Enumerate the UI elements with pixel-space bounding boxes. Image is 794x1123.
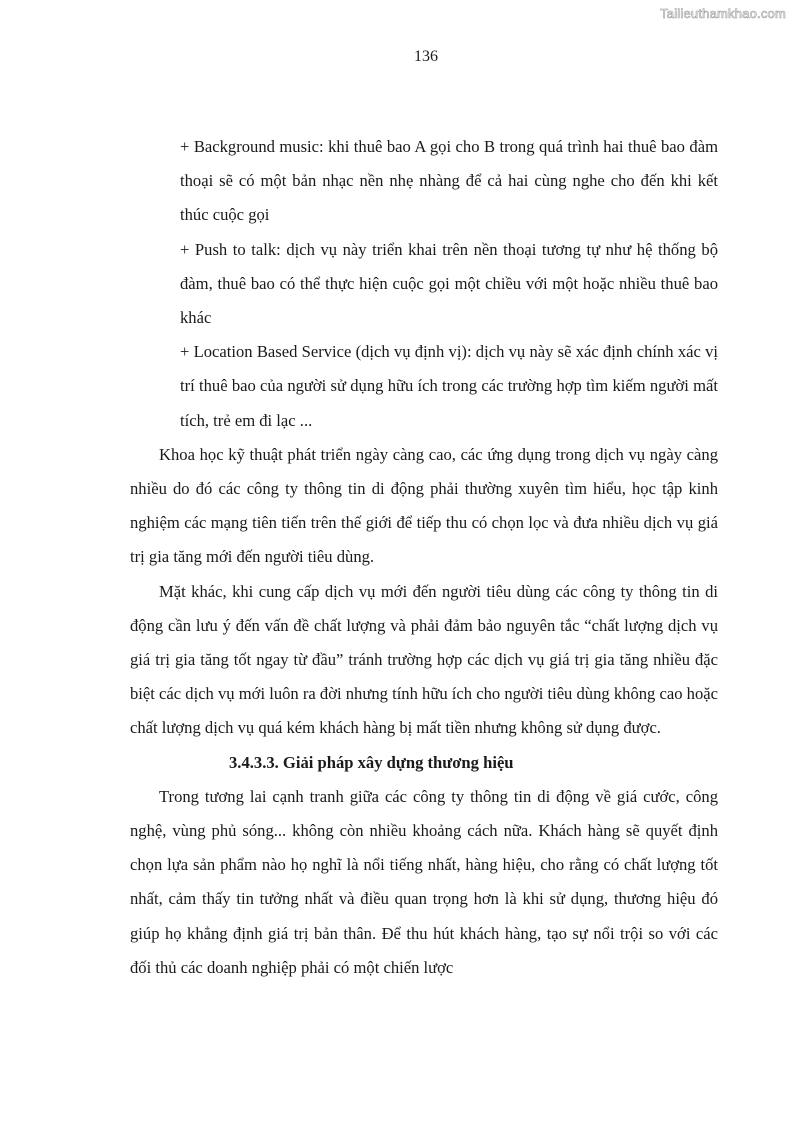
section-heading: 3.4.3.3. Giải pháp xây dựng thương hiệu xyxy=(229,752,514,772)
paragraph-branding: Trong tương lai cạnh tranh giữa các công ty thông tin di động về giá cước, công nghệ, vùng phủ sóng... không còn nhiều khoảng cách nữa. Khách hàng sẽ quyết định chọn lựa sản phẩm nào họ nghĩ là nổi tiếng nhất, hàng hiệu, cho rằng có chất lượng tốt nhất, cảm thấy tin tưởng nhất và điều quan trọng hơn là khi sử dụng, thương hiệu đó giúp họ khẳng định giá trị bản thân. Để thu hút khách hàng, tạo sự nổi trội so với các đối thủ các doanh nghiệp phải có một chiến lược xyxy=(130,786,718,977)
bullet-push-to-talk: + Push to talk: dịch vụ này triển khai trên nền thoại tương tự như hệ thống bộ đàm, thuê bao có thể thực hiện cuộc gọi một chiều với một hoặc nhiều thuê bao khác xyxy=(180,239,718,328)
paragraph-quality: Mặt khác, khi cung cấp dịch vụ mới đến người tiêu dùng các công ty thông tin di động cần lưu ý đến vấn đề chất lượng và phải đảm bảo nguyên tắc “chất lượng dịch vụ giá trị gia tăng tốt ngay từ đầu” tránh trường hợp các dịch vụ giá trị gia tăng nhiều đặc biệt các dịch vụ mới luôn ra đời nhưng tính hữu ích cho người tiêu dùng không cao hoặc chất lượng dịch vụ quá kém khách hàng bị mất tiền nhưng không sử dụng được. xyxy=(130,581,718,738)
bullet-background-music: + Background music: khi thuê bao A gọi cho B trong quá trình hai thuê bao đàm thoại sẽ có một bản nhạc nền nhẹ nhàng để cả hai cùng nghe cho đến khi kết thúc cuộc gọi xyxy=(180,137,718,225)
document-body xyxy=(130,130,718,985)
watermark: Tailieuthamkhao.com xyxy=(660,6,786,21)
paragraph-technology: Khoa học kỹ thuật phát triển ngày càng cao, các ứng dụng trong dịch vụ ngày càng nhiều do đó các công ty thông tin di động phải thường xuyên tìm hiểu, học tập kinh nghiệm các mạng tiên tiến trên thế giới để tiếp thu có chọn lọc và đưa nhiều dịch vụ giá trị gia tăng mới đến người tiêu dùng. xyxy=(130,444,718,567)
bullet-location-based-service: + Location Based Service (dịch vụ định vị): dịch vụ này sẽ xác định chính xác vị trí thuê bao của người sử dụng hữu ích trong các trường hợp tìm kiếm người mất tích, trẻ em đi lạc ... xyxy=(180,342,718,430)
page-number: 136 xyxy=(414,48,438,65)
